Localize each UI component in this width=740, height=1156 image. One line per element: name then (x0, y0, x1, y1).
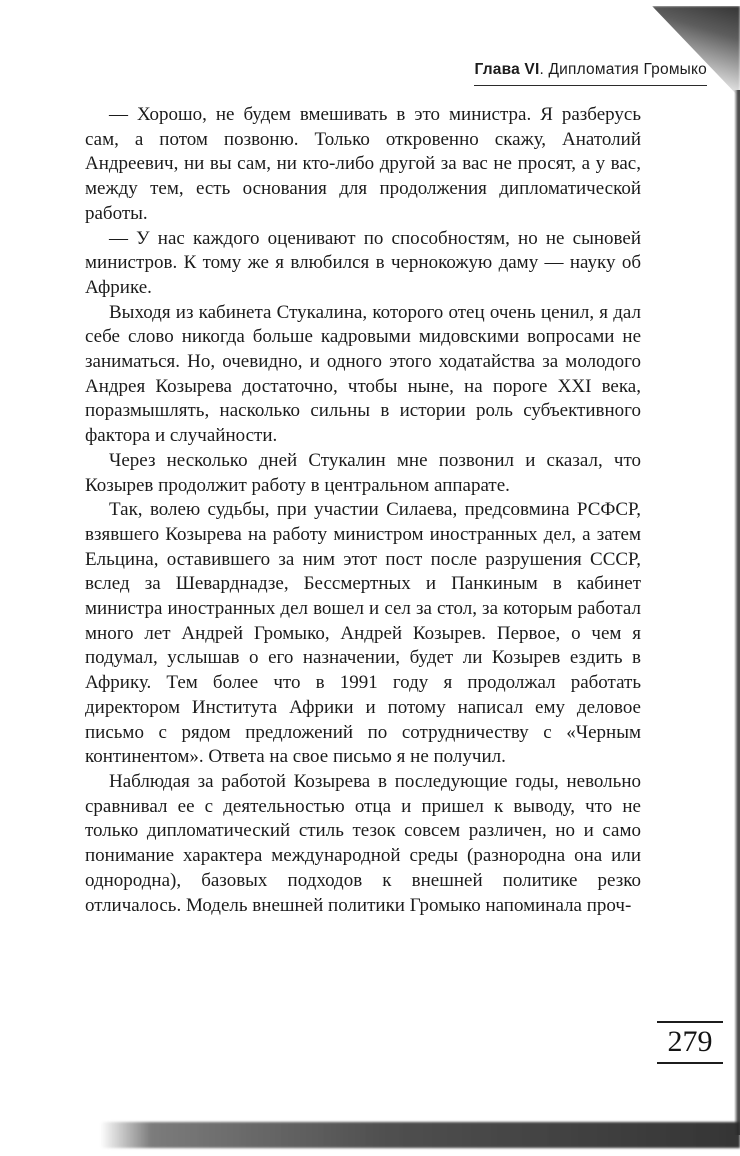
paragraph-dialogue-1: — Хорошо, не будем вмешивать в это министра. Я разберусь сам, а потом позвоню. Только откровенно скажу, Анатолий Андреевич, ни вы сам, ни кто-либо другой за вас не просят, а у вас, между тем, есть основания для продолжения дипломатической работы. (85, 104, 641, 224)
scan-shadow-bottom (100, 1122, 740, 1148)
chapter-label: Глава VI (474, 61, 540, 78)
paragraph-4: Через несколько дней Стукалин мне позвонил и сказал, что Козырев продолжит работу в центральном аппарате. (85, 449, 641, 496)
running-head (474, 61, 707, 86)
paragraph-5: Так, волею судьбы, при участии Силаева, предсовмина РСФСР, взявшего Козырева на работу министром иностранных дел, а затем Ельцина, оставившего за ним этот пост после разрушения СССР, вслед за Шеварднадзе, Бессмертных и Панкиным в кабинет министра иностранных дел вошел и сел за стол, за которым работал много лет Андрей Громыко, Андрей Козырев. Первое, о чем я подумал, услышав о его назначении, будет ли Козырев ездить в Африку. Тем более что в 1991 году я продолжал работать директором Института Африки и потому написал ему деловое письмо с рядом предложений по сотрудничеству с «Черным континентом». Ответа на свое письмо я не получил. (85, 499, 641, 768)
paragraph-dialogue-2: — У нас каждого оценивают по способностям, но не сыновей министров. К тому же я влюбился в чернокожую даму — науку об Африке. (85, 227, 641, 298)
chapter-title: . Дипломатия Громыко (539, 61, 707, 78)
scan-shadow-right-edge (734, 90, 740, 1135)
body-text (85, 103, 641, 918)
page-number (657, 1021, 723, 1064)
paragraph-3: Выходя из кабинета Стукалина, которого отец очень ценил, я дал себе слово никогда больше кадровыми мидовскими вопросами не заниматься. Но, очевидно, и одного этого ходатайства за молодого Андрея Козырева достаточно, чтобы ныне, на пороге XXI века, поразмышлять, насколько сильны в истории роль субъективного фактора и случайности. (85, 301, 641, 447)
page-number-text: 279 (667, 1025, 713, 1058)
paragraph-6: Наблюдая за работой Козырева в последующие годы, невольно сравнивал ее с деятельностью отца и пришел к выводу, что не только дипломатический стиль тезок совсем различен, но и само понимание характера международной среды (разнородна она или однородна), базовых подходов к внешней политике резко отличалось. Модель внешней политики Громыко напоминала проч- (85, 770, 641, 916)
